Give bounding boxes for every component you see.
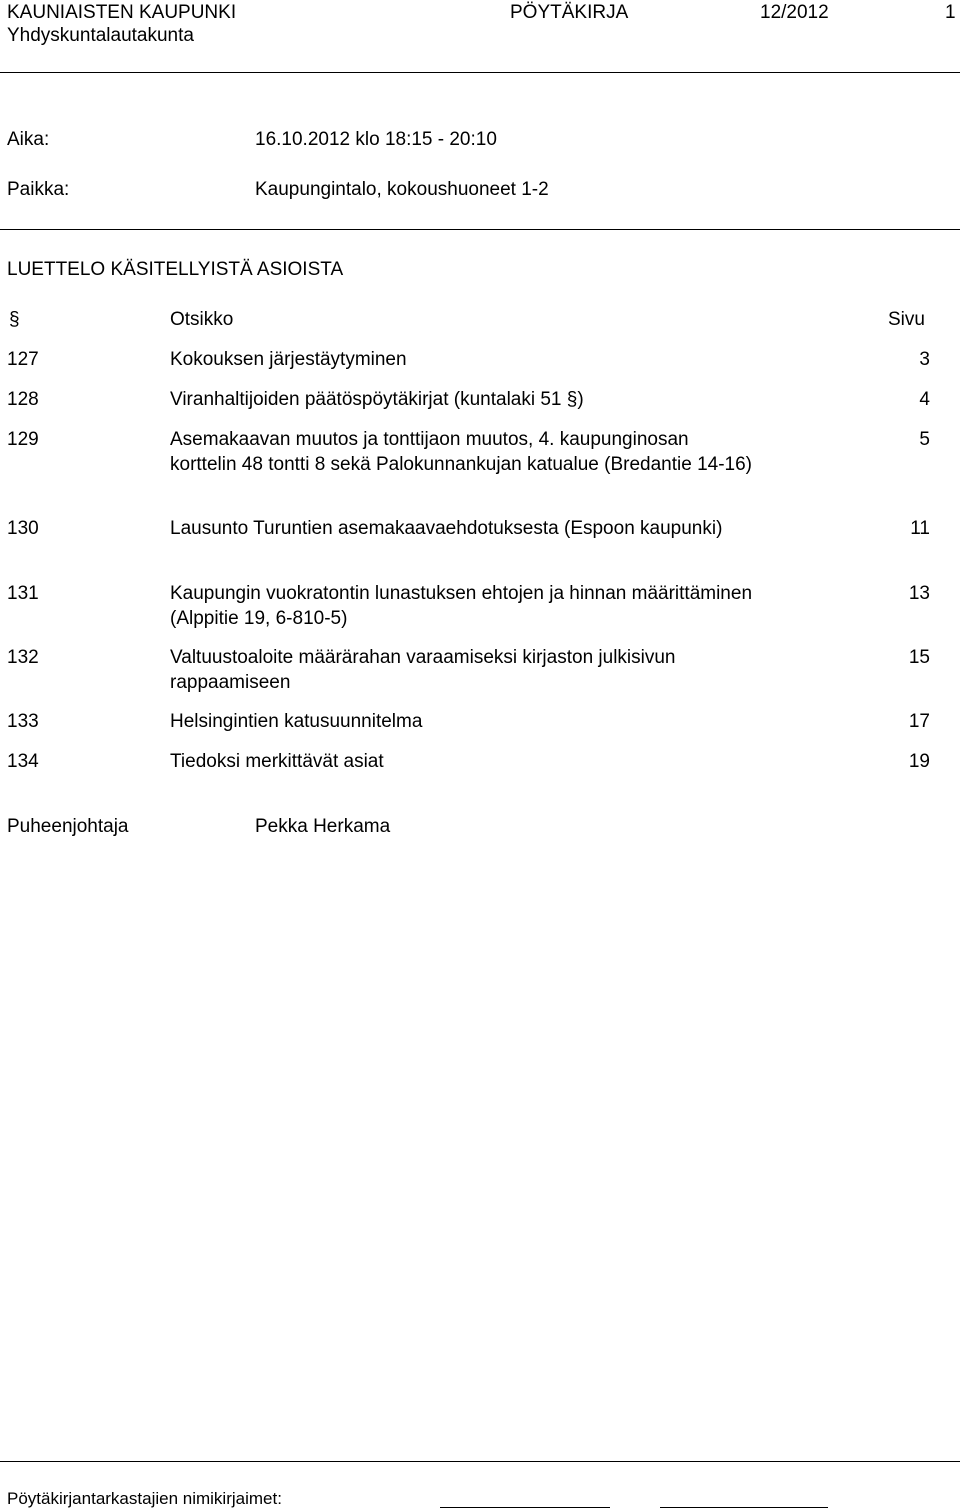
doc-type: PÖYTÄKIRJA <box>510 2 629 23</box>
time-value: 16.10.2012 klo 18:15 - 20:10 <box>255 129 497 150</box>
item-title: Valtuustoaloite määrärahan varaamiseksi kirjaston julkisivun rappaamiseen <box>170 647 676 693</box>
item-number: 128 <box>7 389 39 410</box>
time-label: Aika: <box>7 129 50 150</box>
info-divider <box>0 229 960 230</box>
org-name: KAUNIAISTEN KAUPUNKI <box>7 2 237 23</box>
footer-divider <box>0 1461 960 1462</box>
item-page: 13 <box>908 583 930 604</box>
chair-label: Puheenjohtaja <box>7 816 129 837</box>
signature-line-2 <box>660 1507 828 1508</box>
item-title: Lausunto Turuntien asemakaavaehdotuksesta (Espoon kaupunki) <box>170 518 723 539</box>
item-number: 131 <box>7 583 39 604</box>
item-page: 17 <box>908 711 930 732</box>
item-number: 127 <box>7 349 39 370</box>
item-page: 5 <box>919 429 930 450</box>
item-page: 15 <box>908 647 930 668</box>
signature-line-1 <box>440 1507 610 1508</box>
chair-name: Pekka Herkama <box>255 816 391 837</box>
item-number: 130 <box>7 518 39 539</box>
item-title: Kaupungin vuokratontin lunastuksen ehtojen ja hinnan määrittäminen (Alppitie 19, 6-810-5) <box>170 583 753 629</box>
item-number: 133 <box>7 711 39 732</box>
item-number: 129 <box>7 429 39 450</box>
item-title: Asemakaavan muutos ja tonttijaon muutos, 4. kaupunginosan korttelin 48 tontti 8 sekä Palokunnankujan katualue (Bredantie 14-16) <box>170 429 752 475</box>
list-title: LUETTELO KÄSITELLYISTÄ ASIOISTA <box>7 259 344 280</box>
item-page: 19 <box>908 751 930 772</box>
item-title: Kokouksen järjestäytyminen <box>170 349 407 370</box>
header-divider <box>0 72 960 73</box>
unit-name: Yhdyskuntalautakunta <box>7 25 194 46</box>
item-page: 4 <box>919 389 930 410</box>
doc-number: 12/2012 <box>760 2 829 23</box>
signatures-label: Pöytäkirjantarkastajien nimikirjaimet: <box>7 1489 282 1508</box>
page-number: 1 <box>945 2 956 23</box>
item-page: 11 <box>910 518 930 539</box>
item-title: Tiedoksi merkittävät asiat <box>170 751 384 772</box>
place-label: Paikka: <box>7 179 70 200</box>
column-title-header: Otsikko <box>170 309 234 330</box>
section-symbol: § <box>9 309 20 330</box>
place-value: Kaupungintalo, kokoushuoneet 1-2 <box>255 179 549 200</box>
column-page-header: Sivu <box>888 309 925 330</box>
item-number: 134 <box>7 751 39 772</box>
item-page: 3 <box>919 349 930 370</box>
item-title: Viranhaltijoiden päätöspöytäkirjat (kuntalaki 51 §) <box>170 389 584 410</box>
item-number: 132 <box>7 647 39 668</box>
item-title: Helsingintien katusuunnitelma <box>170 711 423 732</box>
